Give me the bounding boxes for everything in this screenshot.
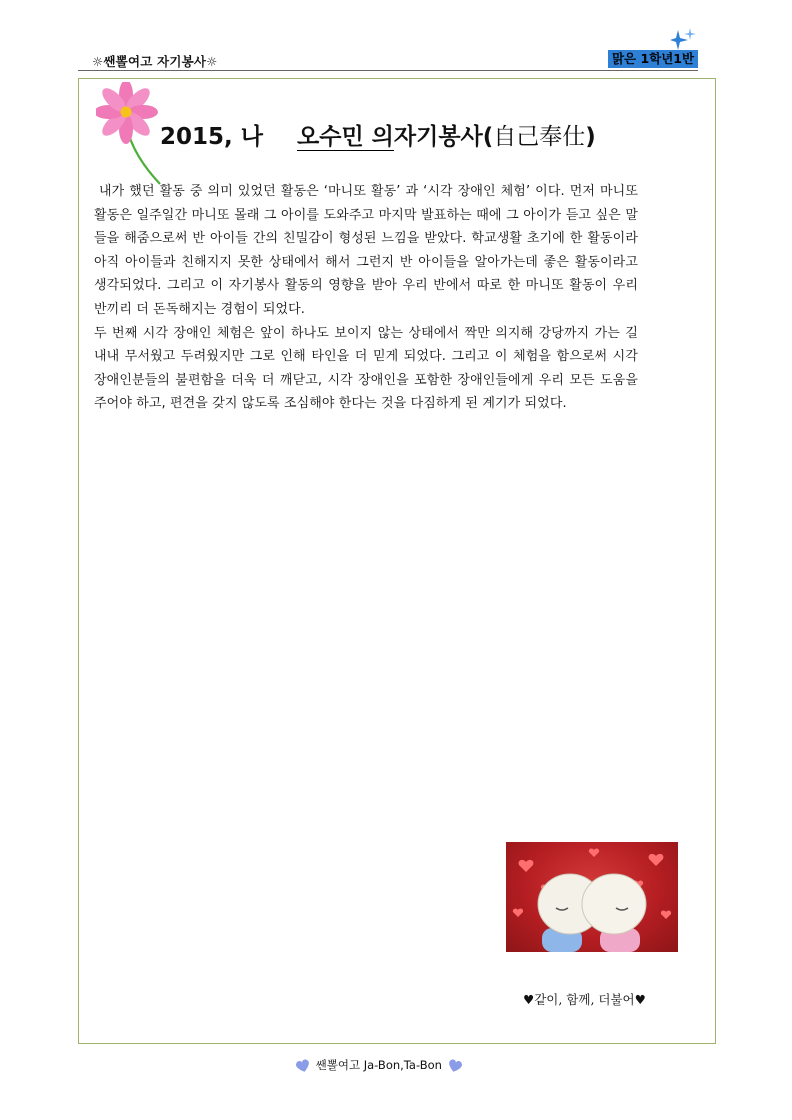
essay-paragraph-1: 내가 했던 활동 중 의미 있었던 활동은 ‘마니또 활동’ 과 ‘시각 장애인 체험’ 이다. 먼저 마니또 활동은 일주일간 마니또 몰래 그 아이를 도와주고 마지막 발표하는 때에 그 아이가 듣고 싶은 말들을 해줌으로써 반 아이들 간의 친밀감이 형성된 느낌을 받았다. 학교생활 초기에 한 활동이라 아직 아이들과 친해지지 못한 상태에서 해서 그런지 반 아이들을 알아가는데 좋은 활동이라고 생각되었다. 그리고 이 자기봉사 활동의 영향을 받아 우리 반에서 따로 한 마니또 활동이 우리 반끼리 더 돈독해지는 경험이 되었다. (94, 184, 643, 317)
title-close-paren: ) (585, 124, 596, 150)
essay-body (94, 180, 643, 416)
class-badge: 맑은 1학년1반 (608, 50, 698, 68)
photo-caption: ♥같이, 함께, 더불어♥ (523, 992, 646, 1007)
title-suffix: 자기봉사( (393, 124, 494, 150)
title-year: 2015, 나 (160, 124, 263, 150)
essay-paragraph-2: 두 번째 시각 장애인 체험은 앞이 하나도 보이지 않는 상태에서 짝만 의지해 강당까지 가는 길 내내 무서웠고 두려웠지만 그로 인해 타인을 더 믿게 되었다. 그리고 이 체험을 함으로써 시각 장애인분들의 불편함을 더욱 더 깨닫고, 시각 장애인을 포함한 장애인들에게 우리 모든 도움을 주어야 하고, 편견을 갖지 않도록 조심해야 한다는 것을 다짐하게 된 계기가 되었다. (94, 325, 638, 412)
sparkle-icon (670, 28, 698, 52)
page-title (160, 118, 596, 151)
header-divider (78, 70, 698, 71)
heart-icon (446, 1059, 464, 1073)
footer-text: 쌘뽈여고 Ja-Bon,Ta-Bon (315, 1058, 442, 1072)
page-footer (294, 1057, 464, 1073)
friends-illustration (506, 842, 678, 952)
header-title: ☼쌘뽈여고 자기봉사☼ (92, 54, 218, 69)
title-student-name: 오수민 의 (297, 124, 394, 150)
two-friends-photo (506, 842, 678, 952)
pink-cosmos-flower-icon (96, 82, 168, 188)
title-hanja: 自己奉仕 (493, 124, 586, 150)
heart-icon (294, 1059, 312, 1073)
